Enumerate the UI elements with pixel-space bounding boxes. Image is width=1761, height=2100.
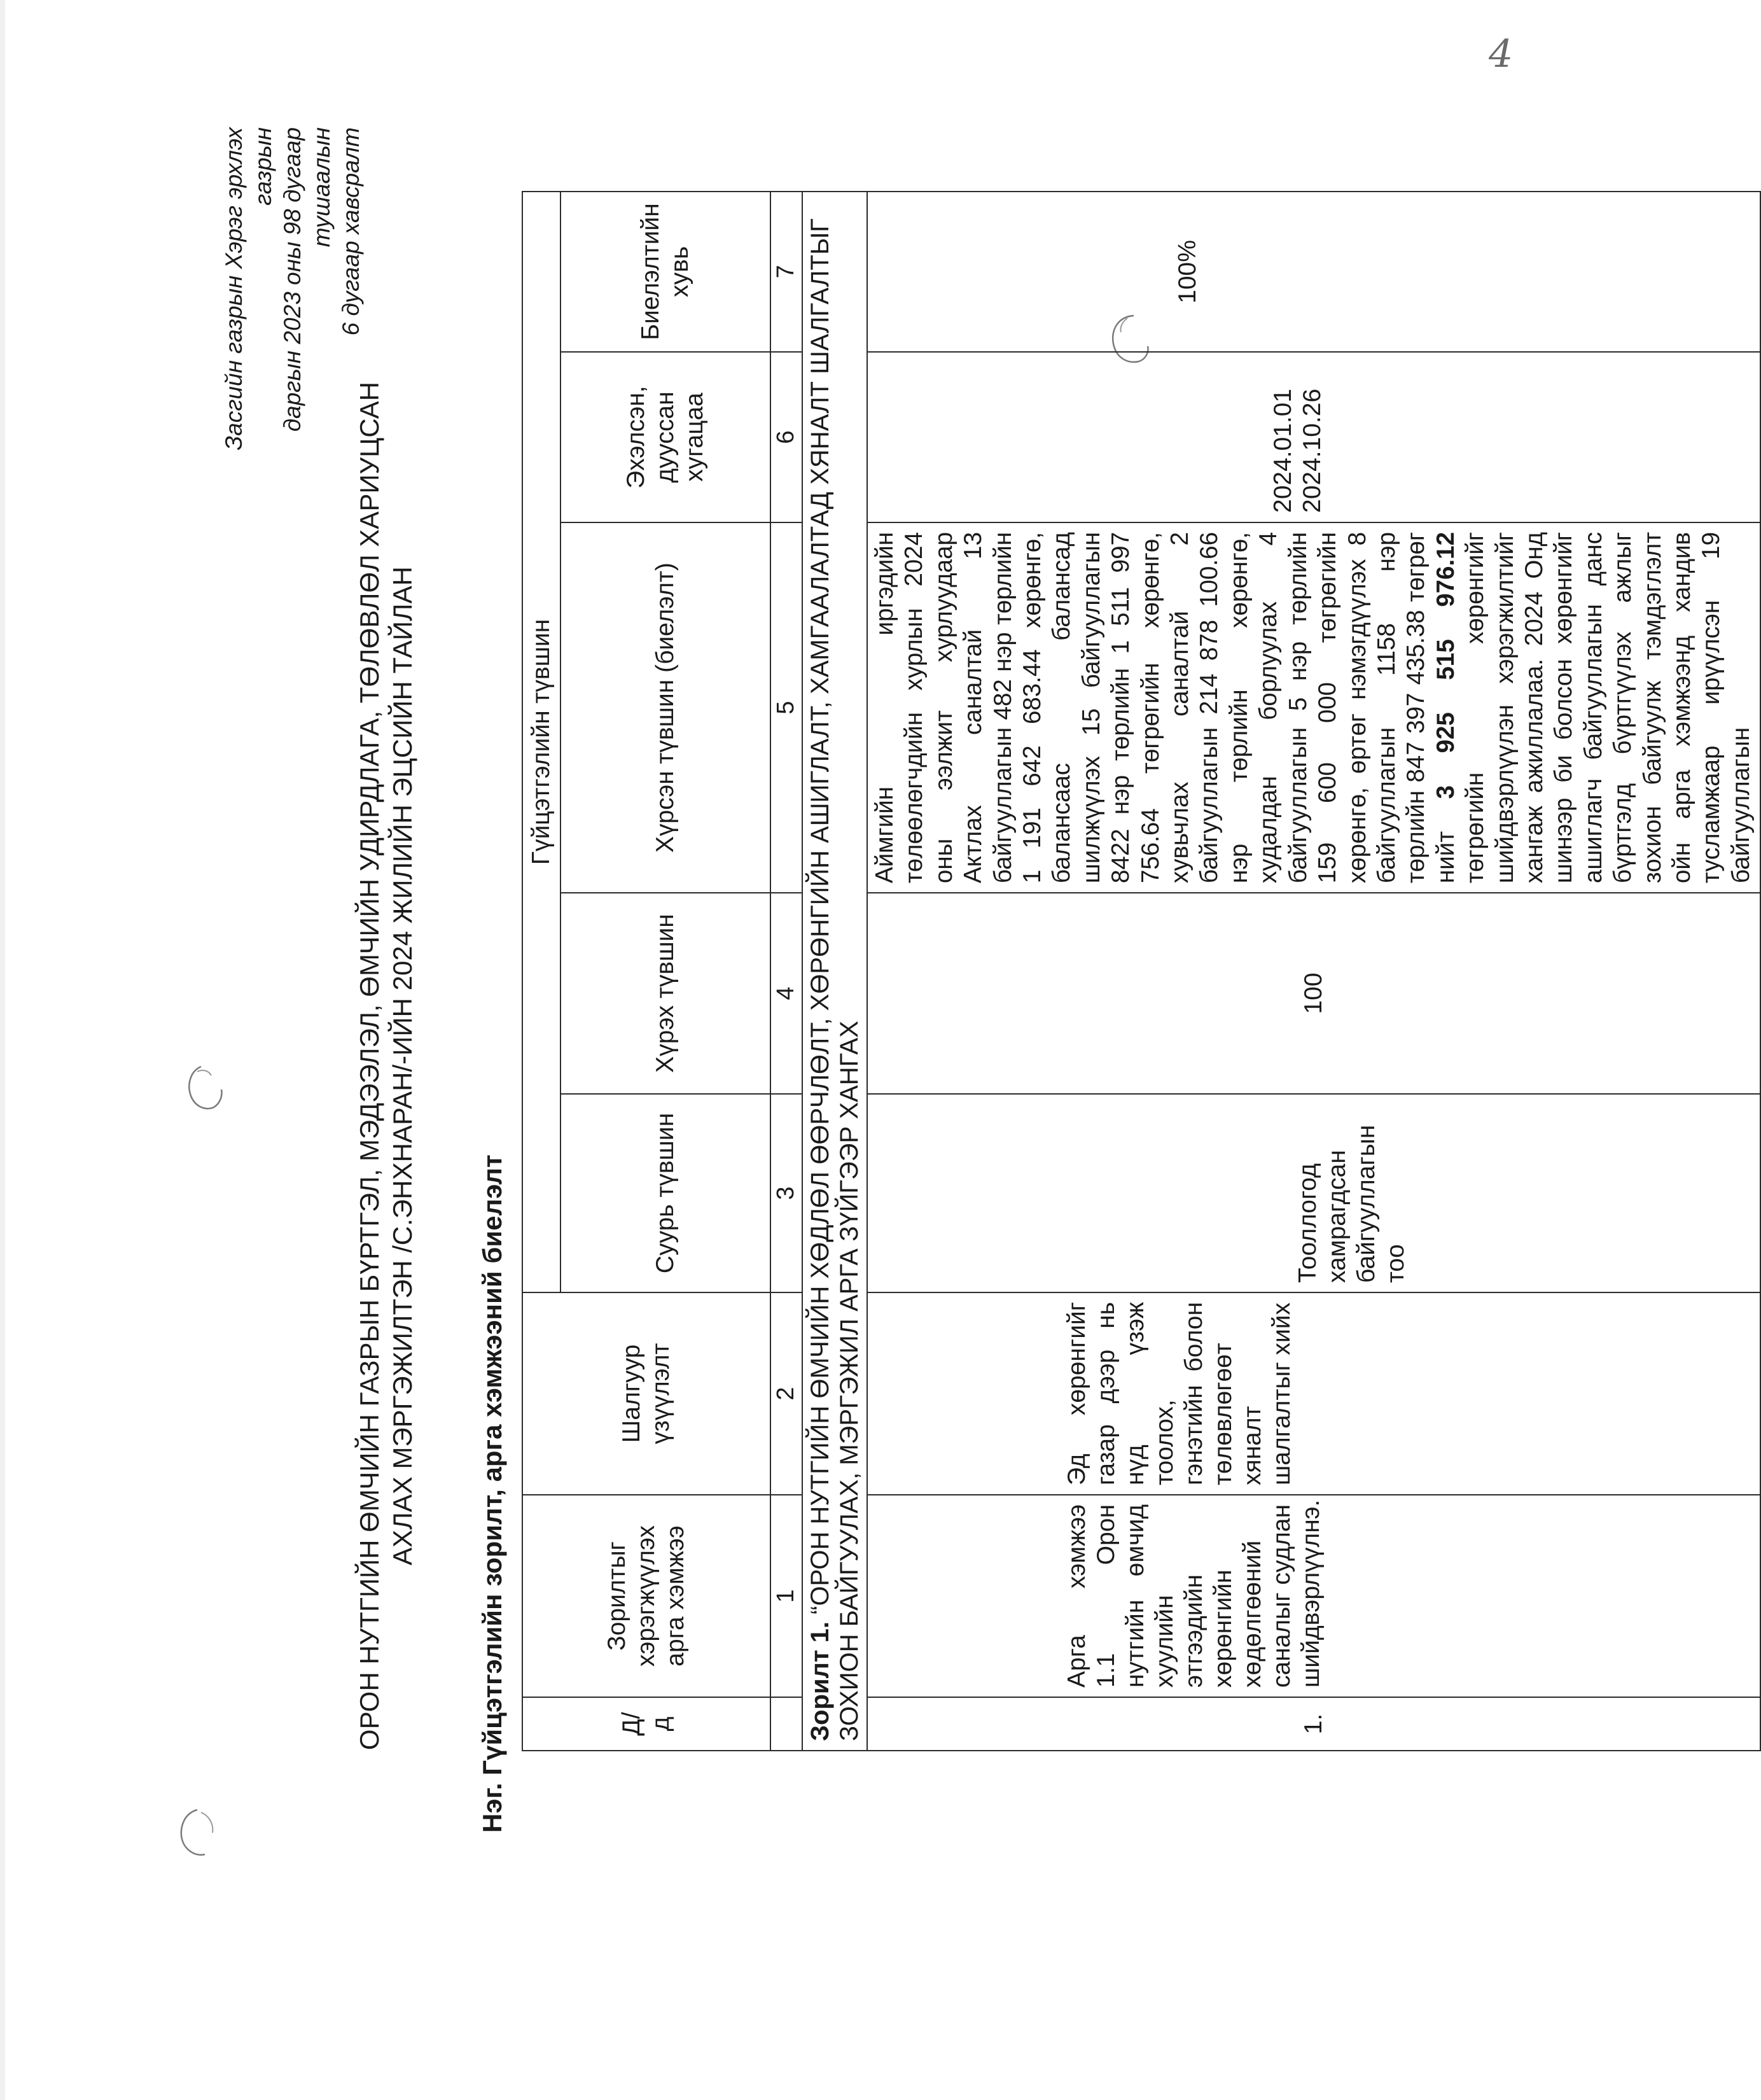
appendix-note-line: Засгийн газрын Хэрэг эрхлэх газрын [221, 127, 276, 451]
column-number: 6 [770, 352, 802, 522]
column-number: 5 [770, 522, 802, 893]
performance-table [522, 191, 1761, 1751]
period-end: 2024.10.26 [1298, 388, 1326, 513]
column-number: 3 [770, 1094, 802, 1292]
criteria-cell [867, 1292, 1760, 1495]
table-row [867, 192, 1760, 1751]
achieved-level-cell [867, 522, 1760, 893]
completion-percent-cell [867, 192, 1760, 352]
action-cell [867, 1495, 1760, 1697]
column-number: 1 [770, 1495, 802, 1697]
appendix-reference-note [219, 127, 366, 509]
goal-cell [802, 192, 867, 1751]
achieved-text: Аймгийн иргэдийн төлөөлөгчдийн хурлын 2024 оны ээлжит хурлуудаар Актлах саналтай 13 байгууллагын 482 нэр төрлийн 1 191 642 683.44 хөрөнгө, балансаас балансад шилжүүлэх 15 байгууллагын 8422 нэр төрлийн 1 511 997 756.64 төгрөгийн хөрөнгө, хувьчлах саналтай 2 байгууллагын 214 878 100.66 нэр төрлийн хөрөнгө, худалдан борлуулах 4 байгууллагын 5 нэр төрлийн 159 600 000 төгрөгийн хөрөнгө, өртөг нэмэгдүүлэх 8 байгууллагын 1158 нэр төрлийн 847 397 435.38 төгрөг нийт [871, 532, 1459, 883]
period-cell [867, 352, 1760, 522]
action-text: Арга хэмжээ 1.1 Орон нутгийн өмчид хуулийн этгээдийн хөрөнгийн хөдөлгөөний саналыг судлан шийдвэрлүүлнэ. [1063, 1499, 1325, 1688]
criteria-text: Эд хөрөнгийг газар дээр нь нүд үзэж тоолох, гэнэтийн болон төлөвлөгөөт хяналт шалгалтыг хийх [1063, 1302, 1295, 1485]
col-header-achieved: Хүрсэн түвшин (биелэлт) [560, 522, 770, 893]
col-header-base: Суурь түвшин [560, 1094, 770, 1292]
target-level-cell: 100 [867, 893, 1760, 1094]
column-number: 7 [770, 192, 802, 352]
section-heading: Нэг. Гүйцэтгэлийн зорилт, арга хэмжээний биелэлт [477, 1154, 507, 1833]
goal-row [802, 192, 867, 1751]
report-title-line: АХЛАХ МЭРГЭЖИЛТЭН /С.ЭНХНАРАН/-ИЙН 2024 ЖИЛИЙН ЭЦСИЙН ТАЙЛАН [387, 566, 417, 1565]
col-header-percent: Биелэлтийн хувь [560, 192, 770, 352]
col-header-criteria: Шалгуур үзүүлэлт [522, 1292, 770, 1495]
handwritten-page-number: 4 [1489, 32, 1514, 76]
appendix-note-line: 6 дугаар хавсралт [338, 127, 364, 336]
header-row [522, 192, 560, 1751]
completion-percent: 100% [1174, 240, 1202, 304]
appendix-note-line: даргын 2023 оны 98 дугаар тушаалын [279, 127, 335, 432]
base-level-text: Тооллогод хамрагдсан байгууллагын тоо [1294, 1124, 1410, 1283]
goal-text: “ОРОН НУТГИЙН ӨМЧИЙН ХӨДЛӨЛ ӨӨРЧЛӨЛТ, ХӨРӨНГИЙН АШИГЛАЛТ, ХАМГААЛАЛТАД ХЯНАЛТ ШАЛГАЛТЫГ ЗОХИОН БАЙГУУЛАХ, МЭРГЭЖИЛ АРГА ЗҮЙГЭЭР ХАНГАХ [806, 218, 863, 1741]
col-header-target: Хүрэх түвшин [560, 893, 770, 1094]
column-number: 4 [770, 893, 802, 1094]
base-level-cell [867, 1094, 1760, 1292]
report-title [353, 223, 419, 1909]
column-number: 2 [770, 1292, 802, 1495]
period-start: 2024.01.01 [1269, 388, 1297, 513]
col-header-performance-group: Гүйцэтгэлийн түвшин [522, 192, 560, 1292]
col-header-action: Зорилтыг хэрэгжүүлэх арга хэмжээ [522, 1495, 770, 1697]
achieved-text: төгрөгийн хөрөнгийг шийдвэрлүүлэн хэрэгжилтийг хангаж ажиллалаа. 2024 Онд шинээр би болсон хөрөнгийг ашиглагч байгууллагын данс бүртгэлд бүртгүүлэх ажлыг зохион байгуулж тэмдэглэлт ойн арга хэмжээнд хандив тусламжаар ирүүлсэн 19 байгууллагын [1461, 532, 1755, 883]
report-title-line: ОРОН НУТГИЙН ӨМЧИЙН ГАЗРЫН БҮРТГЭЛ, МЭДЭЭЛЭЛ, ӨМЧИЙН УДИРДЛАГА, ТӨЛӨВЛӨЛ ХАРИУЦСАН [354, 381, 384, 1751]
achieved-total-amount: 3 925 515 976.12 [1431, 531, 1459, 799]
row-index: 1. [867, 1697, 1760, 1751]
col-header-index: Д/д [522, 1697, 770, 1751]
column-number-row [770, 192, 802, 1751]
goal-label: Зорилт 1. [806, 1621, 834, 1741]
col-header-period: Эхэлсэн, дууссан хугацаа [560, 352, 770, 522]
